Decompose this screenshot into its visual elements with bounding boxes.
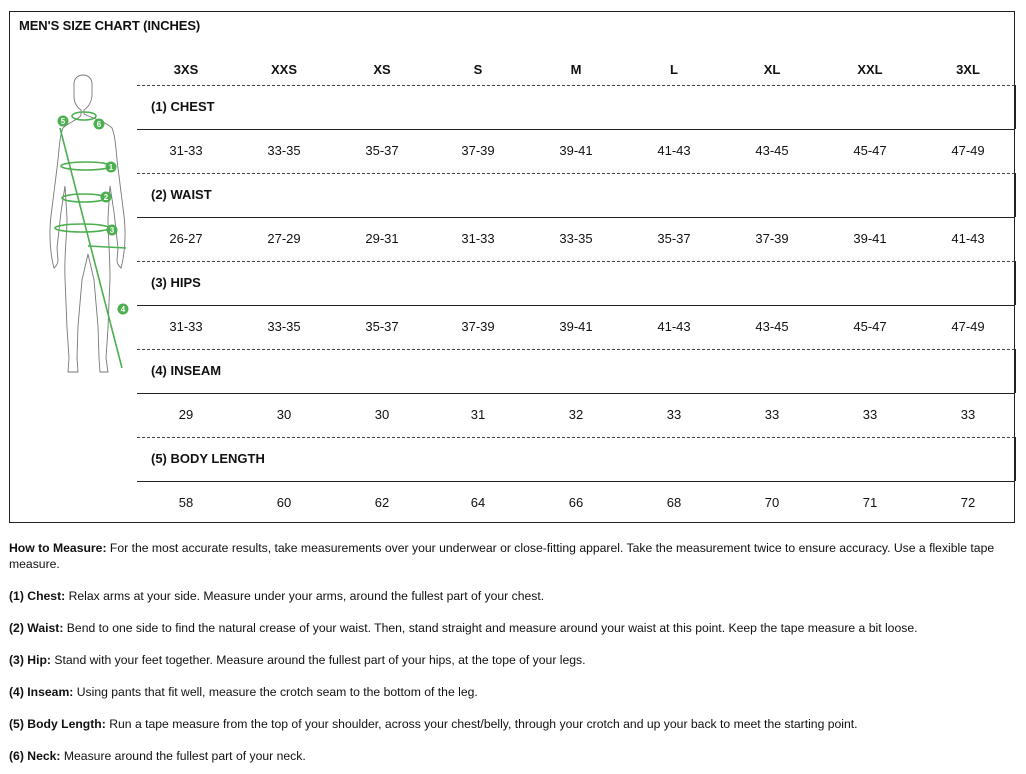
table-cell: 47-49 <box>951 143 985 158</box>
svg-text:1: 1 <box>108 163 114 172</box>
note-term: (1) Chest: <box>9 589 66 603</box>
size-header-xs: XS <box>373 62 391 77</box>
size-header-xl: XL <box>763 62 781 77</box>
table-cell: 60 <box>276 495 292 510</box>
table-cell: 45-47 <box>853 143 887 158</box>
row-divider <box>137 349 1015 350</box>
table-cell: 72 <box>960 495 976 510</box>
table-cell: 41-43 <box>657 143 691 158</box>
note-term: (4) Inseam: <box>9 685 74 699</box>
row-label-body-length: (5) BODY LENGTH <box>151 451 265 466</box>
marker-1-icon <box>106 162 117 173</box>
svg-text:3: 3 <box>109 226 115 235</box>
table-cell: 26-27 <box>169 231 203 246</box>
svg-text:2: 2 <box>103 193 109 202</box>
row-divider <box>1015 85 1016 129</box>
row-divider <box>1015 349 1016 393</box>
note-body-length <box>9 716 999 732</box>
size-header-xxs: XXS <box>270 62 297 77</box>
table-cell: 33-35 <box>267 319 301 334</box>
note-term: (5) Body Length: <box>9 717 106 731</box>
marker-3-icon <box>107 225 118 236</box>
table-cell: 39-41 <box>559 319 593 334</box>
table-cell: 33 <box>666 407 682 422</box>
table-cell: 33-35 <box>267 143 301 158</box>
note-hip <box>9 652 999 668</box>
svg-text:6: 6 <box>96 120 102 129</box>
note-inseam <box>9 684 999 700</box>
marker-6-icon <box>94 119 105 130</box>
size-header-s: S <box>473 62 483 77</box>
table-cell: 37-39 <box>755 231 789 246</box>
table-cell: 33 <box>960 407 976 422</box>
note-neck <box>9 748 999 764</box>
svg-text:5: 5 <box>60 117 66 126</box>
row-divider <box>137 305 1015 306</box>
table-cell: 39-41 <box>559 143 593 158</box>
note-text: Stand with your feet together. Measure around the fullest part of your hips, at the tope of your legs. <box>50 653 586 667</box>
note-term: (2) Waist: <box>9 621 64 635</box>
table-cell: 37-39 <box>461 143 495 158</box>
table-cell: 47-49 <box>951 319 985 334</box>
row-divider <box>137 261 1015 262</box>
table-cell: 37-39 <box>461 319 495 334</box>
note-text: Relax arms at your side. Measure under your arms, around the fullest part of your chest. <box>65 589 545 603</box>
note-text: For the most accurate results, take measurements over your underwear or close-fitting apparel. Take the measurement twice to ensure accuracy. Use a flexible tape measure. <box>9 541 995 571</box>
size-header-3xl: 3XL <box>956 62 980 77</box>
table-cell: 35-37 <box>365 319 399 334</box>
table-cell: 35-37 <box>657 231 691 246</box>
marker-5-icon <box>58 116 69 127</box>
table-cell: 58 <box>178 495 194 510</box>
table-cell: 33 <box>764 407 780 422</box>
waist-line <box>62 194 106 202</box>
table-cell: 68 <box>666 495 682 510</box>
inseam-line <box>88 246 126 248</box>
note-text: Using pants that fit well, measure the crotch seam to the bottom of the leg. <box>73 685 478 699</box>
size-header-l: L <box>670 62 678 77</box>
table-cell: 43-45 <box>755 319 789 334</box>
note-chest <box>9 588 999 604</box>
table-cell: 30 <box>374 407 390 422</box>
table-cell: 29 <box>178 407 194 422</box>
table-cell: 33 <box>862 407 878 422</box>
marker-4-icon <box>118 304 129 315</box>
body-measurement-figure <box>22 68 142 388</box>
row-divider <box>1015 173 1016 217</box>
table-cell: 62 <box>374 495 390 510</box>
table-cell: 66 <box>568 495 584 510</box>
table-cell: 31-33 <box>461 231 495 246</box>
note-term: (6) Neck: <box>9 749 61 763</box>
table-cell: 71 <box>862 495 878 510</box>
row-label-hips: (3) HIPS <box>151 275 201 290</box>
chest-line <box>61 162 111 170</box>
row-divider <box>137 481 1015 482</box>
table-cell: 27-29 <box>267 231 301 246</box>
note-term: (3) Hip: <box>9 653 51 667</box>
svg-text:4: 4 <box>120 305 126 314</box>
table-cell: 39-41 <box>853 231 887 246</box>
note-text: Bend to one side to find the natural crease of your waist. Then, stand straight and measure around your waist at this point. Keep the tape measure a bit loose. <box>63 621 918 635</box>
row-divider <box>137 173 1015 174</box>
row-label-inseam: (4) INSEAM <box>151 363 222 378</box>
row-divider <box>1015 437 1016 481</box>
table-cell: 33-35 <box>559 231 593 246</box>
table-cell: 29-31 <box>365 231 399 246</box>
table-cell: 30 <box>276 407 292 422</box>
table-cell: 70 <box>764 495 780 510</box>
table-cell: 45-47 <box>853 319 887 334</box>
size-header-m: M <box>570 62 582 77</box>
size-chart-box <box>9 11 1015 523</box>
table-cell: 31-33 <box>169 143 203 158</box>
row-divider <box>137 437 1015 438</box>
table-cell: 41-43 <box>951 231 985 246</box>
row-divider <box>137 217 1015 218</box>
size-header-xxl: XXL <box>857 62 883 77</box>
table-cell: 41-43 <box>657 319 691 334</box>
row-divider <box>137 129 1015 130</box>
row-label-chest: (1) CHEST <box>151 99 215 114</box>
size-header-3xs: 3XS <box>173 62 199 77</box>
note-how-to-measure <box>9 540 999 572</box>
table-cell: 31-33 <box>169 319 203 334</box>
table-cell: 32 <box>568 407 584 422</box>
row-divider <box>137 85 1015 86</box>
row-label-waist: (2) WAIST <box>151 187 212 202</box>
table-cell: 64 <box>470 495 486 510</box>
table-cell: 31 <box>470 407 486 422</box>
marker-2-icon <box>101 192 112 203</box>
table-cell: 35-37 <box>365 143 399 158</box>
note-text: Run a tape measure from the top of your shoulder, across your chest/belly, through your crotch and up your back to meet the starting point. <box>105 717 858 731</box>
row-divider <box>137 393 1015 394</box>
note-text: Measure around the fullest part of your neck. <box>60 749 306 763</box>
hip-line <box>55 224 109 232</box>
row-divider <box>1015 261 1016 305</box>
table-cell: 43-45 <box>755 143 789 158</box>
note-waist <box>9 620 999 636</box>
note-term: How to Measure: <box>9 541 107 555</box>
chart-title: MEN'S SIZE CHART (INCHES) <box>19 18 201 33</box>
